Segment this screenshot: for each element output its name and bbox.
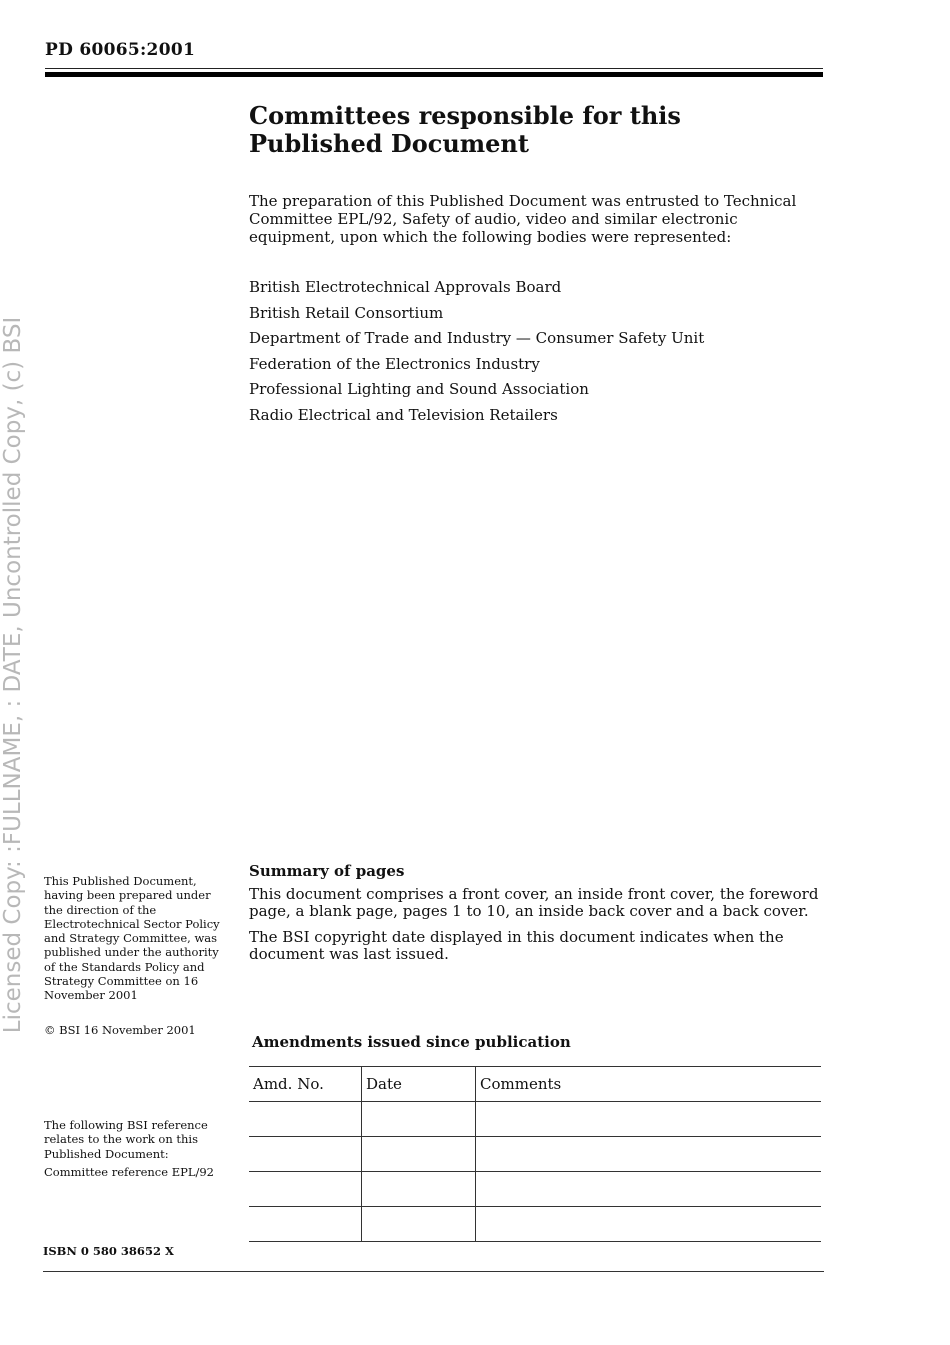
table-cell [249,1172,362,1207]
list-item: Radio Electrical and Television Retailers [249,405,558,424]
table-cell [249,1207,362,1242]
table-cell [476,1102,822,1137]
amendments-heading: Amendments issued since publication [252,1033,571,1051]
committee-reference: Committee reference EPL/92 [44,1165,214,1179]
column-header-comments: Comments [476,1067,822,1102]
list-item: Department of Trade and Industry — Consumer Safety Unit [249,329,705,348]
header-rule-thin [45,68,823,69]
table-row [249,1207,821,1242]
reference-note: The following BSI reference relates to the work on this Published Document: [44,1118,208,1161]
list-item: British Retail Consortium [249,303,444,322]
summary-paragraph-2: The BSI copyright date displayed in this document indicates when the document was last issued. [249,928,784,963]
table-cell [249,1137,362,1172]
intro-paragraph: The preparation of this Published Document was entrusted to Technical Committee EPL/92, Safety of audio, video and similar electronic equipment, upon which the following bodies were represented: [249,192,797,246]
copyright-note: © BSI 16 November 2001 [44,1023,196,1037]
list-item: Federation of the Electronics Industry [249,354,540,373]
isbn: ISBN 0 580 38652 X [43,1244,174,1258]
authority-note: This Published Document, having been prepared under the direction of the Electrotechnical Sector Policy and Strategy Committee, was published under the authority of the Standards Policy and Strategy Committee on 16 November 2001 [44,874,220,1003]
list-item: Professional Lighting and Sound Association [249,380,589,399]
table-cell [249,1102,362,1137]
column-header-amd-no: Amd. No. [253,1075,324,1093]
table-cell [362,1172,476,1207]
table-cell [476,1207,822,1242]
document-id: PD 60065:2001 [45,40,196,60]
license-watermark: Licensed Copy: :FULLNAME, : DATE, Uncontrolled Copy, (c) BSI [0,316,26,1034]
represented-bodies-list [249,275,704,429]
table-cell [362,1137,476,1172]
table-row [249,1137,821,1172]
footer-rule [43,1271,824,1272]
page-title-line-1: Committees responsible for this [249,101,681,130]
summary-paragraph-1: This document comprises a front cover, an inside front cover, the foreword page, a blank page, pages 1 to 10, an inside back cover and a back cover. [249,885,819,920]
page-title-line-2: Published Document [249,129,529,158]
table-cell [476,1172,822,1207]
table-cell [362,1102,476,1137]
summary-heading: Summary of pages [249,862,405,880]
table-row [249,1172,821,1207]
amendments-table [249,1066,821,1242]
column-header-date: Date [362,1067,476,1102]
page-title [249,102,809,158]
table-row [249,1102,821,1137]
table-header-row [249,1067,821,1102]
list-item: British Electrotechnical Approvals Board [249,278,562,296]
header-rule-thick [45,72,823,77]
table-cell [362,1207,476,1242]
table-cell [476,1137,822,1172]
